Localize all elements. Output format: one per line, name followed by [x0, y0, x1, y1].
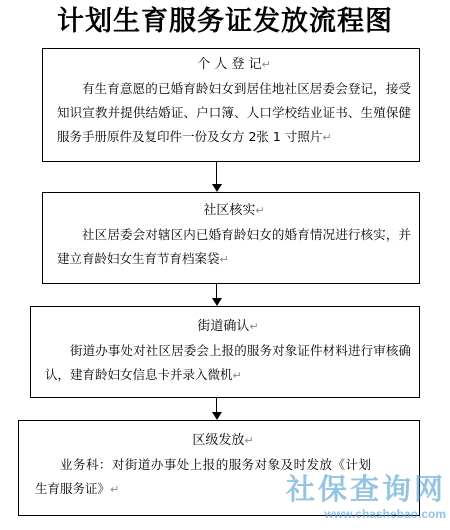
step-description: 街道办事处对社区居委会上报的服务对象证件材料进行审核确认，建育龄妇女信息卡并录入微机: [45, 343, 411, 382]
paragraph-mark: ↵: [244, 434, 254, 447]
flow-step-street-confirmation: [30, 306, 420, 398]
site-watermark: [246, 472, 446, 522]
paragraph-mark: ↵: [249, 320, 259, 333]
paragraph-mark: ↵: [255, 204, 265, 217]
paragraph-mark: ↵: [322, 131, 332, 144]
flow-step-personal-registration: [42, 48, 420, 162]
paragraph-mark: ↵: [219, 253, 229, 266]
step-heading: 街道确认: [197, 319, 250, 334]
step-description: 有生育意愿的已婚育龄妇女到居住地社区居委会登记，接受知识宣教并提供结婚证、户口簿、人口学校结业证书、生殖保健服务手册原件及复印件一份及女方 2张 1 寸照片: [57, 81, 411, 144]
flow-step-community-verification: [42, 192, 420, 284]
step-description: 社区居委会对辖区内已婚育龄妇女的婚育情况进行核实，并建立育龄妇女生育节育档案袋: [57, 227, 411, 266]
flow-arrow: [212, 398, 222, 420]
paragraph-mark: ↵: [261, 58, 271, 71]
watermark-url: www.chashebao.com: [324, 507, 446, 521]
step-description: 业务科：对街道办事处上报的服务对象及时发放《计划生育服务证》: [35, 457, 371, 496]
step-heading: 社区核实: [203, 203, 256, 218]
paragraph-mark: ↵: [232, 369, 242, 382]
flow-arrow: [212, 284, 222, 306]
step-heading: 区级发放: [192, 433, 245, 448]
page-title: 计划生育服务证发放流程图: [57, 6, 393, 37]
watermark-text: 社保查询网: [285, 472, 446, 506]
paragraph-mark: ↵: [110, 483, 120, 496]
flow-arrow: [212, 162, 222, 192]
step-heading: 个 人 登 记: [197, 57, 262, 72]
